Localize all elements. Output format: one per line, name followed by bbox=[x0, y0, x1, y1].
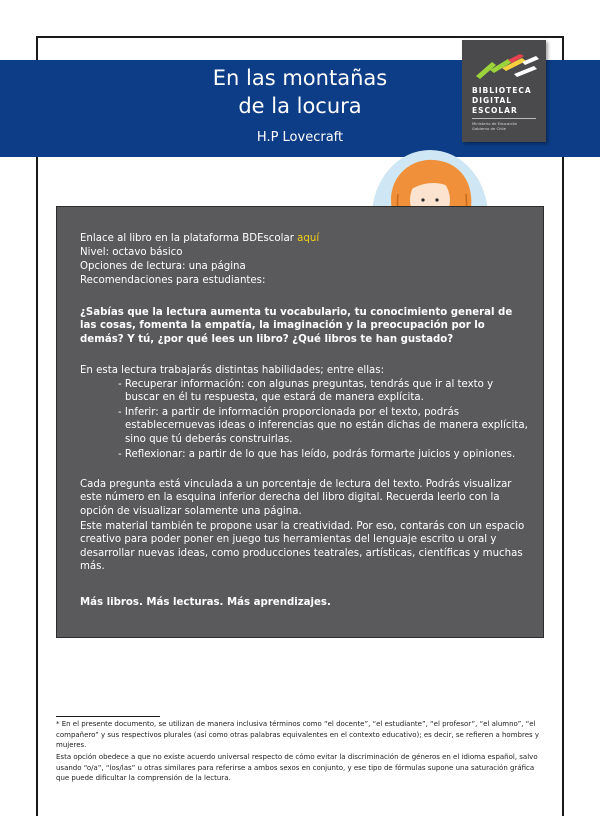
bdescolar-logo bbox=[462, 40, 546, 142]
recommendations-heading: Recomendaciones para estudiantes: bbox=[80, 275, 266, 286]
reading-level: Nivel: octavo básico bbox=[80, 247, 183, 258]
logo-text-line2: DIGITAL bbox=[472, 96, 513, 105]
book-title-line2: de la locura bbox=[238, 94, 362, 118]
logo-stripes-icon bbox=[462, 46, 546, 86]
link-prefix: Enlace al libro en la plataforma BDEscolar bbox=[80, 233, 294, 244]
link-line bbox=[80, 232, 525, 245]
intro-paragraph: ¿Sabías que la lectura aumenta tu vocabulario, tu conocimiento general de las cosas, fomenta la empatía, la imaginación y la preocupación por lo demás? Y tú, ¿por qué lees un libro? ¿Qué libros te han gustado? bbox=[80, 307, 513, 345]
book-link[interactable]: aquí bbox=[297, 233, 320, 244]
footnote-divider bbox=[56, 716, 160, 717]
skill-item-reflect: - Reflexionar: a partir de lo que has leído, podrás formarte juicios y opiniones. bbox=[118, 449, 516, 460]
footnote-inclusive-language: * En el presente documento, se utilizan de manera inclusiva términos como “el docente”, “el estudiante”, “el profesor”, “el alumno”, “el compañero” y sus respectivos plurales (así como otras palabras equivalentes en el contexto educativo); es decir, se refieren a hombres y mujeres. bbox=[56, 720, 540, 750]
skills-intro: En esta lectura trabajarás distintas habilidades; entre ellas: bbox=[80, 365, 385, 376]
logo-government: Gobierno de Chile bbox=[472, 126, 506, 131]
logo-divider bbox=[472, 118, 536, 119]
skill-item-infer: - Inferir: a partir de información proporcionada por el texto, podrás establecernuevas ideas o inferencias que no están dichas de manera explícita, sino que tú deberás construirlas. bbox=[118, 407, 528, 445]
percentage-paragraph: Cada pregunta está vinculada a un porcentaje de lectura del texto. Podrás visualizar este número en la esquina inferior derecha del libro digital. Recuerda leerlo con la opción de visualizar solamente una página. bbox=[80, 479, 512, 517]
creativity-paragraph: Este material también te propone usar la creatividad. Por eso, contarás con un espacio creativo para poder poner en juego tus herramientas del lenguaje escrito u oral y desarrollar nuevas ideas, como producciones teatrales, artísticas, científicas y muchas más. bbox=[80, 521, 525, 572]
skill-item-retrieve: - Recuperar información: con algunas preguntas, tendrás que ir al texto y buscar en él tu respuesta, que estará de manera explícita. bbox=[118, 379, 494, 404]
book-author: H.P Lovecraft bbox=[256, 130, 344, 145]
closing-slogan: Más libros. Más lecturas. Más aprendizajes. bbox=[80, 597, 331, 608]
book-title-line1: En las montañas bbox=[212, 66, 388, 90]
footnote-gender-note: Esta opción obedece a que no existe acuerdo universal respecto de cómo evitar la discriminación de géneros en el idioma español, salvo usando “o/a”, “los/las” u otras similares para referirse a ambos sexos en conjunto, y ese tipo de fórmulas supone una saturación gráfica que puede dificultar la comprensión de la lectura. bbox=[56, 753, 538, 783]
logo-ministry: Ministerio de Educación bbox=[472, 121, 518, 126]
reading-options: Opciones de lectura: una página bbox=[80, 261, 246, 272]
logo-text-line3: ESCOLAR bbox=[472, 106, 518, 115]
logo-text-line1: BIBLIOTECA bbox=[472, 86, 532, 95]
